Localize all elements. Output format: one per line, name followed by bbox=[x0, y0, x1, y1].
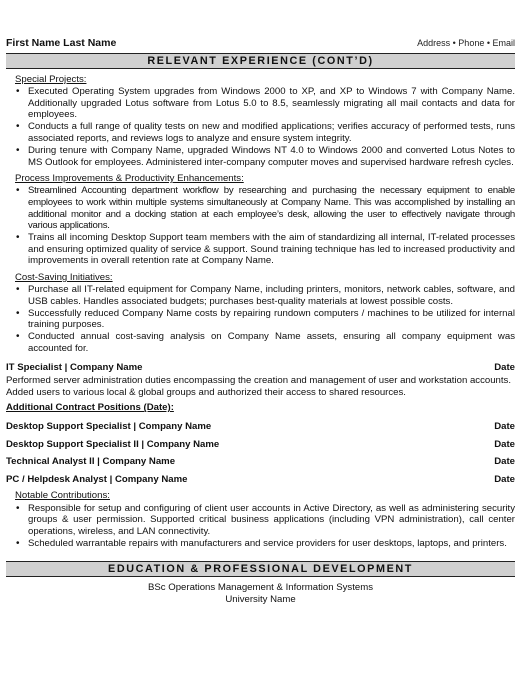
position-row bbox=[6, 474, 515, 486]
job-date: Date bbox=[494, 473, 515, 485]
cost-saving-title: Cost-Saving Initiatives: bbox=[15, 272, 113, 283]
education-school: University Name bbox=[225, 593, 296, 605]
position-row bbox=[6, 439, 515, 451]
candidate-name: First Name Last Name bbox=[6, 37, 117, 50]
list-item: • Responsible for setup and configuring of client user accounts in Active Directory, as well as administering security groups & user permission. Supported critical business applications (including VPN administration), call center operations, wireless, and LAN connectivity. bbox=[16, 503, 515, 538]
job-title: Technical Analyst II | Company Name bbox=[6, 456, 176, 468]
experience-heading-band: RELEVANT EXPERIENCE (CONT’D) bbox=[6, 53, 515, 69]
list-item: • During tenure with Company Name, upgraded Windows NT 4.0 to Windows 2000 and converted Lotus Notes to MS Outlook for employees. Administered inter-company computer moves and supervised hardware refresh cycles. bbox=[16, 145, 515, 168]
contact-line: Address • Phone • Email bbox=[417, 38, 515, 49]
notable-contributions-title: Notable Contributions: bbox=[15, 490, 110, 502]
additional-positions-title: Additional Contract Positions (Date): bbox=[6, 402, 174, 414]
special-projects-section bbox=[6, 74, 515, 168]
job-title: PC / Helpdesk Analyst | Company Name bbox=[6, 473, 188, 485]
job-title: IT Specialist | Company Name bbox=[6, 361, 143, 373]
job-title: Desktop Support Specialist II | Company Name bbox=[6, 438, 220, 450]
list-item: • Scheduled warrantable repairs with manufacturers and service providers for user desktops, laptops, and printers. bbox=[16, 538, 515, 550]
job-title: Desktop Support Specialist | Company Name bbox=[6, 421, 212, 433]
education-degree: BSc Operations Management & Information Systems bbox=[147, 582, 374, 594]
notable-contributions-section bbox=[6, 490, 515, 549]
position-row bbox=[6, 421, 515, 433]
special-projects-list bbox=[6, 86, 515, 168]
process-improvements-section bbox=[6, 173, 515, 267]
cost-saving-list bbox=[6, 284, 515, 355]
list-item: • Conducts a full range of quality tests on new and modified applications; verifies accuracy of performed tests, runs associated reports, and reviews logs to analyze and ensure system integrity. bbox=[16, 121, 515, 144]
process-improvements-list bbox=[6, 185, 515, 267]
it-specialist-description: Performed server administration duties encompassing the creation and management of user and workstation accounts. Added users to various local & global groups and authorized their access to shared resources. bbox=[6, 375, 512, 398]
it-specialist-row bbox=[6, 362, 515, 374]
list-item: • Streamlined Accounting department workflow by researching and purchasing the necessary equipment to enable employees to work within multiple systems simultaneously at Company Name. This was accomplished by installing an additional monitor and a docking station at each employee’s desk, allowing the user to effectively navigate through various applications. bbox=[16, 185, 515, 231]
list-item: • Purchase all IT-related equipment for Company Name, including printers, monitors, network cables, software, and USB cables. Handles associated budgets; purchases best-quality materials at lowest possible costs. bbox=[16, 284, 515, 307]
special-projects-title: Special Projects: bbox=[15, 74, 87, 85]
job-date: Date bbox=[494, 361, 515, 373]
job-date: Date bbox=[494, 456, 515, 468]
education-heading-band: EDUCATION & PROFESSIONAL DEVELOPMENT bbox=[6, 561, 515, 577]
process-improvements-title: Process Improvements & Productivity Enhancements: bbox=[15, 173, 244, 185]
notable-contributions-list bbox=[6, 503, 515, 550]
resume-header bbox=[6, 0, 515, 50]
job-date: Date bbox=[494, 421, 515, 433]
position-row bbox=[6, 456, 515, 468]
list-item: • Trains all incoming Desktop Support team members with the aim of standardizing all internal, IT-related processes and ensuring optimized quality of service & support. Sound training technique has led to increased productivity and improvements in overall retention rate at Company Name. bbox=[16, 232, 515, 267]
list-item: • Successfully reduced Company Name costs by repairing rundown computers / machines to be utilized for internal training purposes. bbox=[16, 308, 515, 331]
list-item: • Conducted annual cost-saving analysis on Company Name assets, ensuring all company equipment was accounted for. bbox=[16, 331, 515, 354]
job-date: Date bbox=[494, 438, 515, 450]
list-item: • Executed Operating System upgrades from Windows 2000 to XP, and XP to Windows 7 with Company Name. Additionally upgraded Lotus software from Lotus 5.0 to 8.5, seamlessly migrating all mail contacts and data for employees. bbox=[16, 86, 515, 121]
cost-saving-section bbox=[6, 272, 515, 355]
